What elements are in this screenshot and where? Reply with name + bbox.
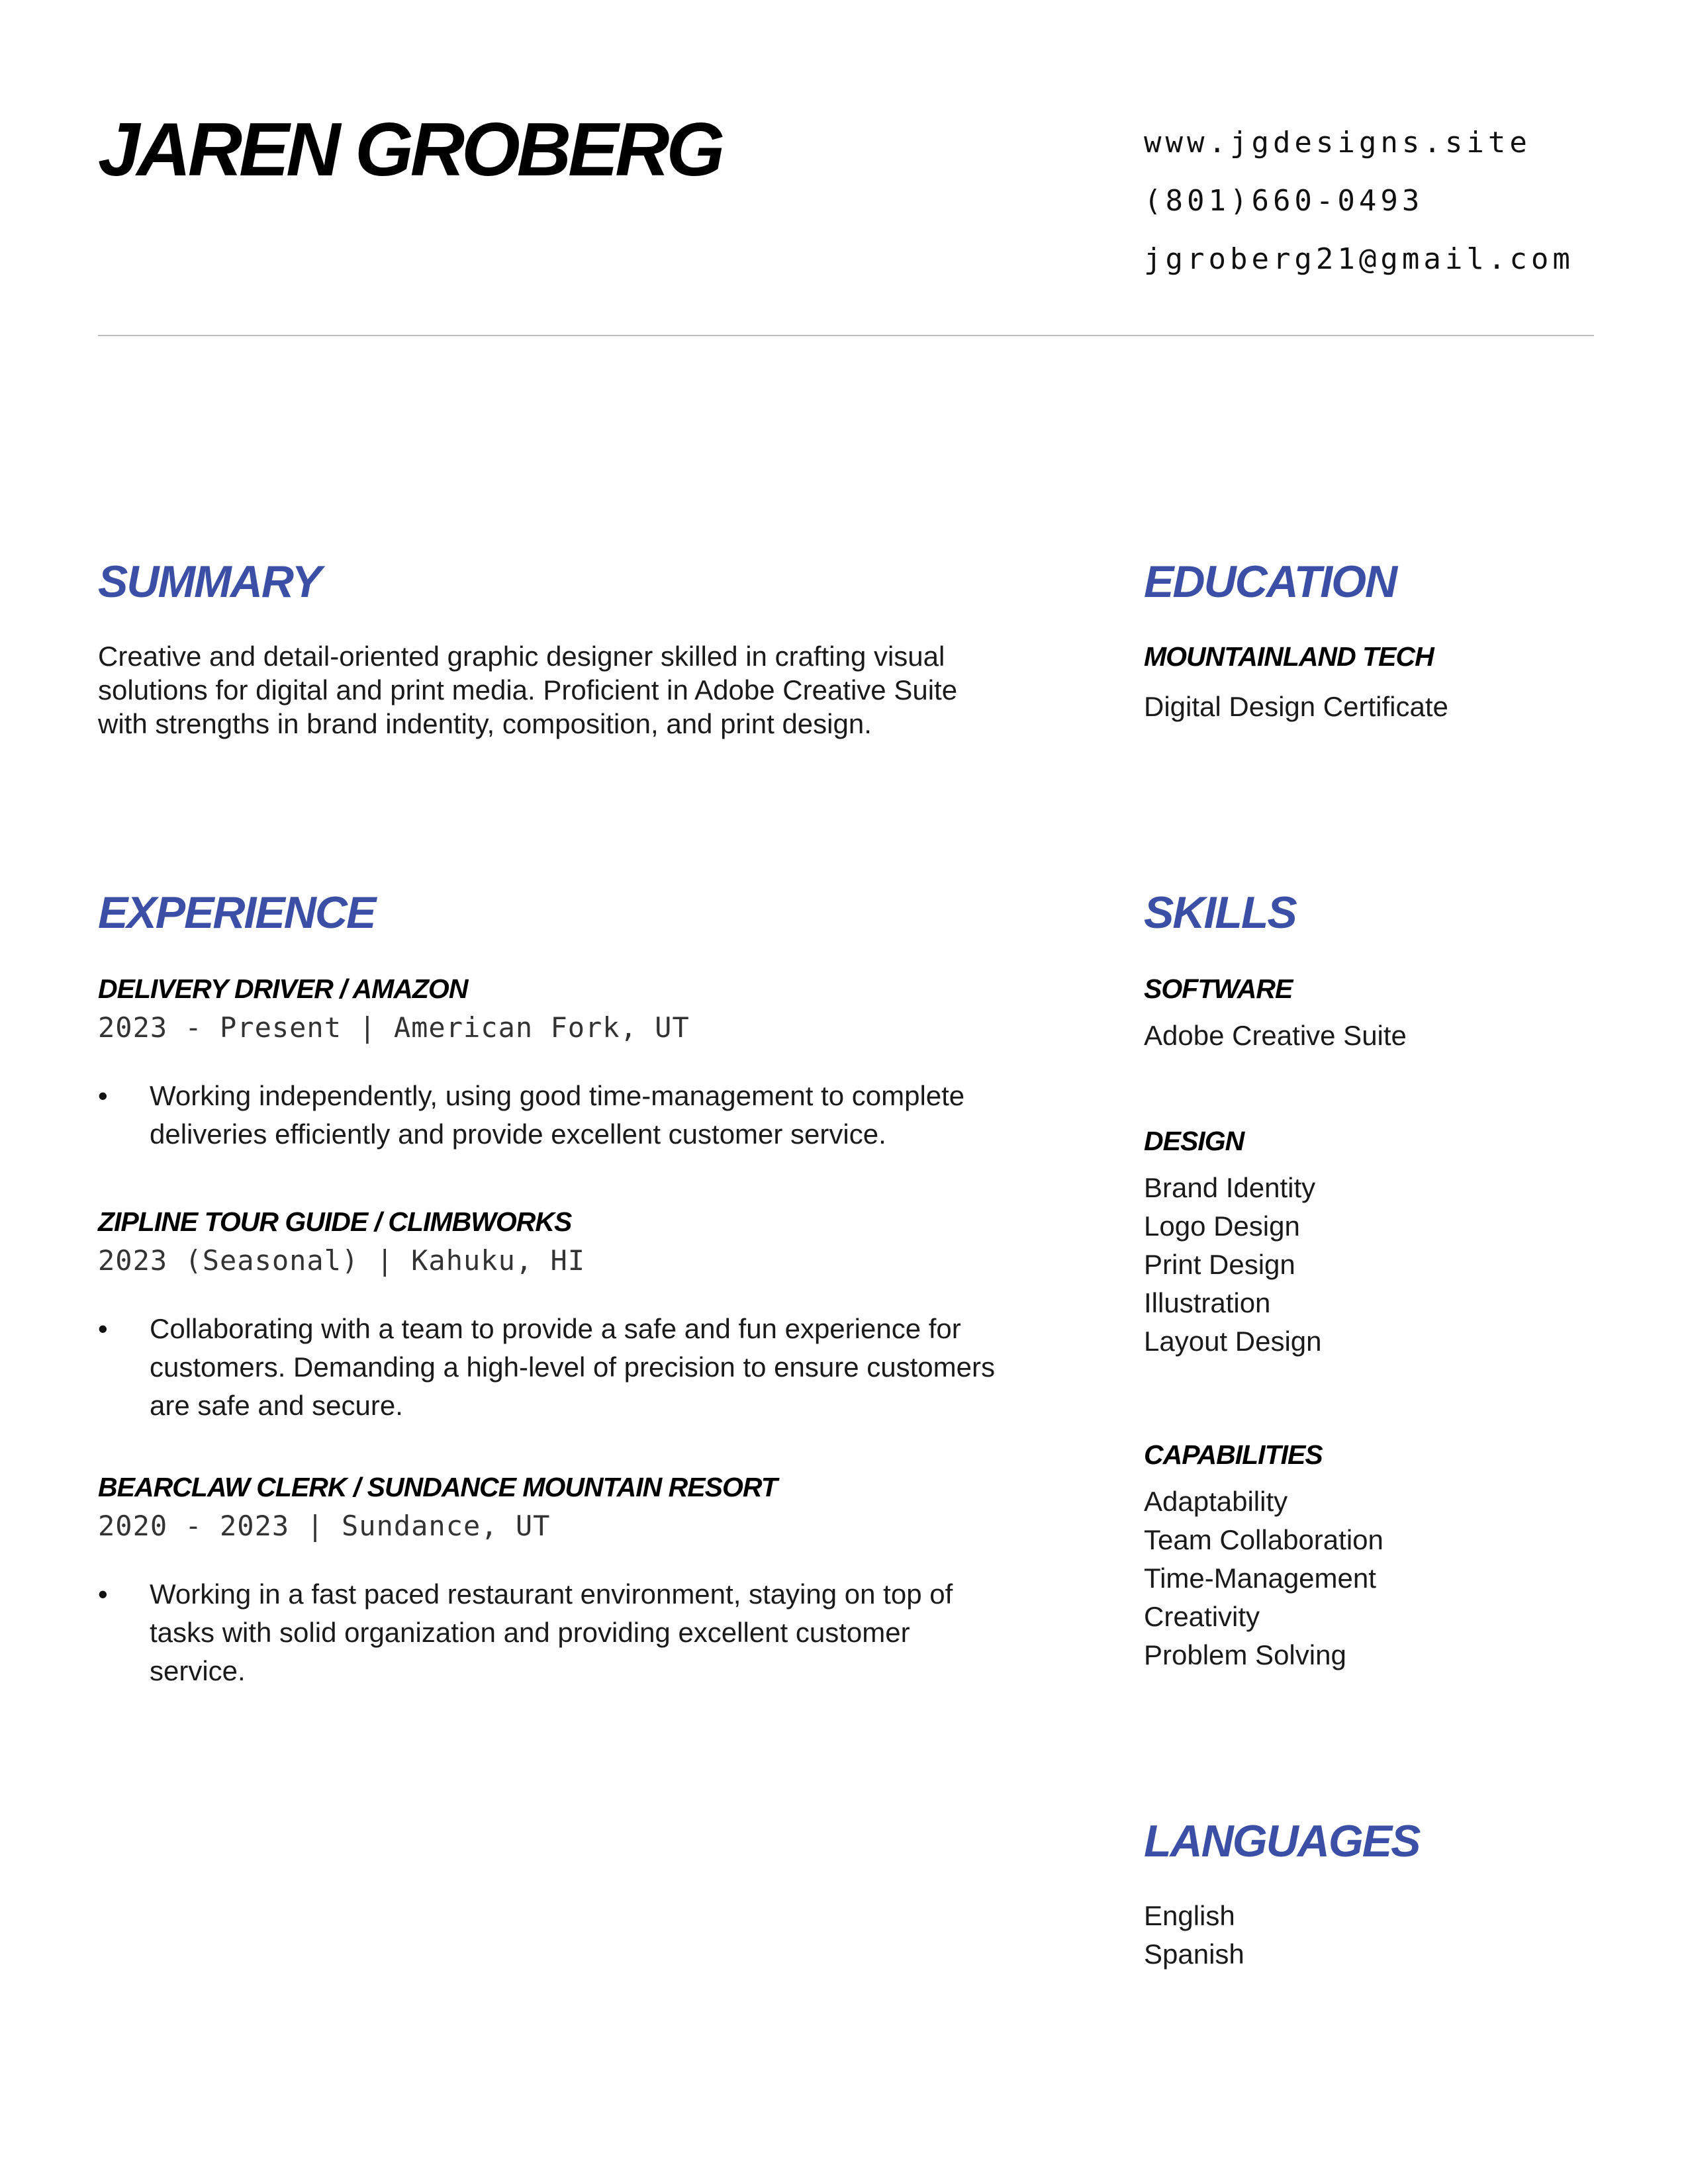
skill-item: Logo Design bbox=[1144, 1210, 1300, 1242]
job-meta: 2020 - 2023 | Sundance, UT bbox=[98, 1510, 551, 1542]
skills-group-title: DESIGN bbox=[1144, 1126, 1244, 1156]
job-title: BEARCLAW CLERK / SUNDANCE MOUNTAIN RESORT bbox=[98, 1472, 777, 1502]
bullet-line: tasks with solid organization and providing excellent customer bbox=[150, 1617, 910, 1648]
skill-item: Time-Management bbox=[1144, 1563, 1376, 1594]
resume-name: JAREN GROBERG bbox=[98, 108, 722, 192]
summary-line: with strengths in brand indentity, composition, and print design. bbox=[98, 708, 872, 739]
skill-item: Team Collaboration bbox=[1144, 1524, 1383, 1555]
contact-phone[interactable]: (801)660-0493 bbox=[1144, 184, 1424, 218]
skills-list-capabilities bbox=[1144, 1482, 1383, 1674]
languages-list bbox=[1144, 1897, 1244, 1974]
education-credential: Digital Design Certificate bbox=[1144, 691, 1448, 722]
skill-item: Adaptability bbox=[1144, 1486, 1288, 1517]
skills-group-title: CAPABILITIES bbox=[1144, 1439, 1323, 1470]
experience-heading: EXPERIENCE bbox=[98, 887, 375, 938]
skill-item: Illustration bbox=[1144, 1287, 1271, 1318]
job-meta: 2023 - Present | American Fork, UT bbox=[98, 1011, 690, 1044]
skills-group-title: SOFTWARE bbox=[1144, 974, 1293, 1004]
bullet-icon: • bbox=[98, 1313, 108, 1344]
bullet-line: Collaborating with a team to provide a safe and fun experience for bbox=[150, 1313, 961, 1344]
skills-heading: SKILLS bbox=[1144, 887, 1296, 938]
contact-website[interactable]: www.jgdesigns.site bbox=[1144, 126, 1531, 159]
education-heading: EDUCATION bbox=[1144, 557, 1397, 607]
job-bullet-text bbox=[150, 1575, 1129, 1690]
skill-item: Brand Identity bbox=[1144, 1172, 1316, 1203]
skill-item: Adobe Creative Suite bbox=[1144, 1020, 1407, 1051]
job-title: ZIPLINE TOUR GUIDE / CLIMBWORKS bbox=[98, 1206, 572, 1237]
summary-heading: SUMMARY bbox=[98, 557, 321, 607]
education-school: MOUNTAINLAND TECH bbox=[1144, 641, 1434, 672]
bullet-line: customers. Demanding a high-level of precision to ensure customers bbox=[150, 1351, 995, 1383]
skill-item: Print Design bbox=[1144, 1249, 1295, 1280]
skills-list-software bbox=[1144, 1017, 1407, 1055]
languages-heading: LANGUAGES bbox=[1144, 1816, 1420, 1866]
skills-list-design bbox=[1144, 1169, 1322, 1361]
bullet-icon: • bbox=[98, 1080, 108, 1111]
job-title: DELIVERY DRIVER / AMAZON bbox=[98, 974, 468, 1004]
bullet-line: deliveries efficiently and provide excellent customer service. bbox=[150, 1118, 886, 1150]
bullet-line: service. bbox=[150, 1655, 246, 1686]
skill-item: Problem Solving bbox=[1144, 1639, 1346, 1670]
bullet-line: Working independently, using good time-management to complete bbox=[150, 1080, 965, 1111]
header-divider bbox=[98, 335, 1594, 336]
skill-item: Creativity bbox=[1144, 1601, 1260, 1632]
summary-line: solutions for digital and print media. Proficient in Adobe Creative Suite bbox=[98, 674, 958, 705]
contact-email[interactable]: jgroberg21@gmail.com bbox=[1144, 242, 1574, 276]
language-item: English bbox=[1144, 1900, 1235, 1931]
skill-item: Layout Design bbox=[1144, 1326, 1322, 1357]
bullet-line: are safe and secure. bbox=[150, 1390, 403, 1421]
bullet-line: Working in a fast paced restaurant environment, staying on top of bbox=[150, 1578, 953, 1610]
summary-text bbox=[98, 639, 1091, 741]
job-bullet-text bbox=[150, 1077, 1129, 1154]
language-item: Spanish bbox=[1144, 1938, 1244, 1970]
summary-line: Creative and detail-oriented graphic designer skilled in crafting visual bbox=[98, 641, 945, 672]
job-meta: 2023 (Seasonal) | Kahuku, HI bbox=[98, 1244, 586, 1277]
bullet-icon: • bbox=[98, 1578, 108, 1610]
job-bullet-text bbox=[150, 1310, 1129, 1425]
